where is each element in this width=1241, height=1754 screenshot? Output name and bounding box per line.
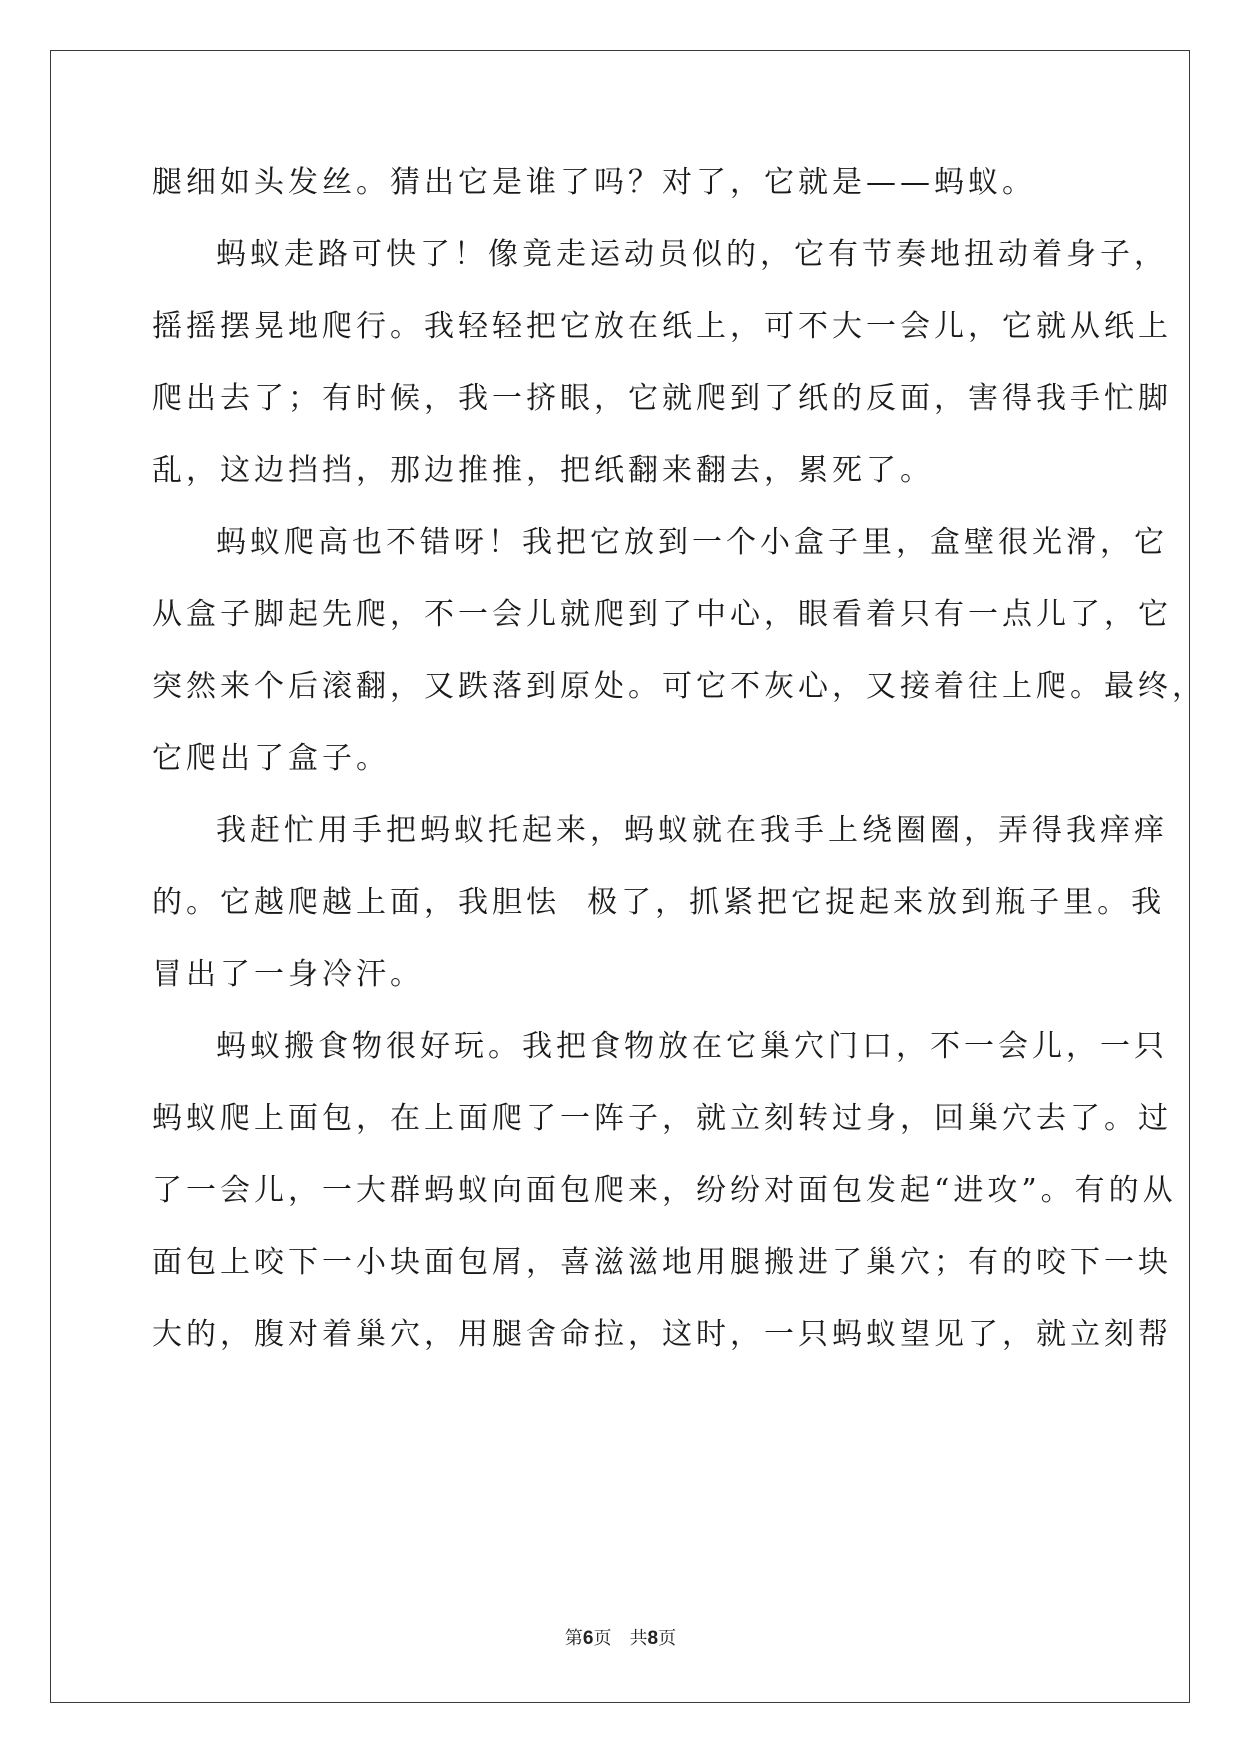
total-prefix: 共 — [629, 1628, 648, 1649]
text-line: 蚂蚁爬上面包，在上面爬了一阵子，就立刻转过身，回巢穴去了。过 — [152, 1101, 1172, 1136]
total-pages-number: 8 — [647, 1628, 659, 1649]
text-line: 爬出去了；有时候，我一挤眼，它就爬到了纸的反面，害得我手忙脚 — [152, 381, 1172, 416]
page-prefix: 第 — [564, 1628, 583, 1649]
page-border — [50, 50, 1190, 1703]
page-footer — [0, 1627, 1241, 1651]
text-line: 蚂蚁爬高也不错呀！我把它放到一个小盒子里，盒壁很光滑，它 — [216, 525, 1168, 560]
current-page-number: 6 — [582, 1628, 594, 1649]
text-line: 突然来个后滚翻，又跌落到原处。可它不灰心，又接着往上爬。最终， — [152, 669, 1206, 704]
page-suffix: 页 — [593, 1628, 612, 1649]
text-line: 面包上咬下一小块面包屑，喜滋滋地用腿搬进了巢穴；有的咬下一块 — [152, 1245, 1172, 1280]
text-line: 它爬出了盒子。 — [152, 741, 390, 776]
text-line: 冒出了一身冷汗。 — [152, 957, 424, 992]
text-line: 我赶忙用手把蚂蚁托起来，蚂蚁就在我手上绕圈圈，弄得我痒痒 — [216, 813, 1168, 848]
text-line: 腿细如头发丝。猜出它是谁了吗？对了，它就是——蚂蚁。 — [152, 165, 1036, 200]
total-suffix: 页 — [658, 1628, 677, 1649]
text-line: 大的，腹对着巢穴，用腿舍命拉，这时，一只蚂蚁望见了，就立刻帮 — [152, 1317, 1172, 1352]
text-line: 从盒子脚起先爬，不一会儿就爬到了中心，眼看着只有一点儿了，它 — [152, 597, 1172, 632]
text-line: 了一会儿，一大群蚂蚁向面包爬来，纷纷对面包发起“进攻”。有的从 — [152, 1173, 1177, 1208]
text-line: 的。它越爬越上面，我胆怯 极了，抓紧把它捉起来放到瓶子里。我 — [152, 885, 1166, 920]
text-line: 乱，这边挡挡，那边推推，把纸翻来翻去，累死了。 — [152, 453, 934, 488]
text-line: 摇摇摆晃地爬行。我轻轻把它放在纸上，可不大一会儿，它就从纸上 — [152, 309, 1172, 344]
text-line: 蚂蚁走路可快了！像竟走运动员似的，它有节奏地扭动着身子， — [216, 237, 1168, 272]
text-line: 蚂蚁搬食物很好玩。我把食物放在它巢穴门口，不一会儿，一只 — [216, 1029, 1168, 1064]
